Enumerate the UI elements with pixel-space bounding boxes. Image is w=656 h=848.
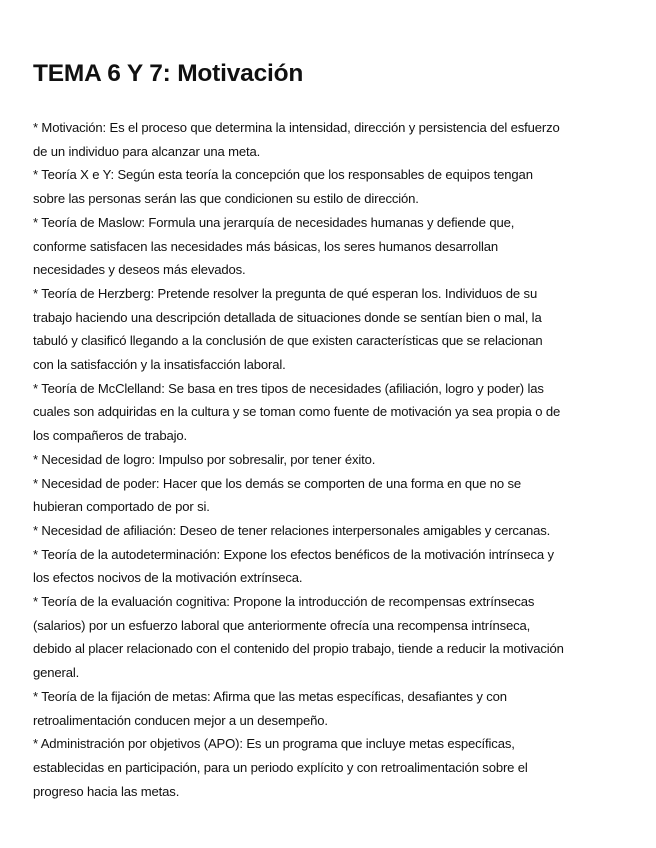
paragraph-line: * Teoría de la evaluación cognitiva: Propone la introducción de recompensas extrínsecas — [33, 594, 535, 610]
paragraph-necesidad-logro — [33, 448, 625, 472]
paragraph-line: * Teoría X e Y: Según esta teoría la concepción que los responsables de equipos tengan — [33, 167, 533, 183]
paragraph-line: (salarios) por un esfuerzo laboral que anteriormente ofrecía una recompensa intrínseca, — [33, 617, 531, 633]
paragraph-line: establecidas en participación, para un periodo explícito y con retroalimentación sobre el — [33, 759, 528, 775]
paragraph-line: conforme satisfacen las necesidades más básicas, los seres humanos desarrollan — [33, 238, 499, 254]
paragraph-necesidad-poder — [33, 472, 625, 519]
paragraph-necesidad-afiliacion — [33, 519, 625, 543]
paragraph-teoria-herzberg — [33, 282, 625, 377]
paragraph-teoria-evaluacion-cognitiva — [33, 590, 625, 685]
paragraph-line: los efectos nocivos de la motivación extrínseca. — [33, 570, 303, 586]
paragraph-line: * Administración por objetivos (APO): Es un programa que incluye metas específicas, — [33, 736, 515, 752]
paragraph-line: * Necesidad de afiliación: Deseo de tener relaciones interpersonales amigables y cercanas. — [33, 522, 551, 538]
paragraph-line: * Teoría de McClelland: Se basa en tres tipos de necesidades (afiliación, logro y poder) las — [33, 380, 544, 396]
paragraph-line: necesidades y deseos más elevados. — [33, 262, 246, 278]
paragraph-teoria-fijacion-metas — [33, 685, 625, 732]
paragraph-teoria-x-y — [33, 163, 625, 210]
paragraph-line: hubieran comportado de por si. — [33, 499, 210, 515]
paragraph-teoria-mcclelland — [33, 377, 625, 448]
paragraph-line: trabajo haciendo una descripción detallada de situaciones donde se sentían bien o mal, la — [33, 309, 542, 325]
paragraph-line: retroalimentación conducen mejor a un desempeño. — [33, 712, 328, 728]
paragraph-line: general. — [33, 665, 80, 681]
paragraph-line: los compañeros de trabajo. — [33, 428, 188, 444]
paragraph-motivacion — [33, 116, 625, 163]
paragraph-teoria-maslow — [33, 211, 625, 282]
paragraph-line: sobre las personas serán las que condicionen su estilo de dirección. — [33, 191, 419, 207]
paragraph-line: progreso hacia las metas. — [33, 783, 180, 799]
paragraph-line: * Teoría de Maslow: Formula una jerarquía de necesidades humanas y defiende que, — [33, 214, 515, 230]
paragraph-line: * Motivación: Es el proceso que determina la intensidad, dirección y persistencia del esfuerzo — [33, 120, 560, 135]
document-body — [33, 116, 625, 803]
paragraph-line: * Teoría de la fijación de metas: Afirma que las metas específicas, desafiantes y con — [33, 688, 507, 704]
paragraph-line: con la satisfacción y la insatisfacción laboral. — [33, 357, 286, 373]
paragraph-line: * Teoría de Herzberg: Pretende resolver la pregunta de qué esperan los. Individuos de su — [33, 285, 538, 301]
page-title: TEMA 6 Y 7: Motivación — [33, 60, 304, 87]
paragraph-line: * Necesidad de logro: Impulso por sobresalir, por tener éxito. — [33, 451, 376, 467]
paragraph-line: debido al placer relacionado con el contenido del propio trabajo, tiende a reducir la motivación — [33, 641, 564, 657]
paragraph-apo — [33, 732, 625, 803]
paragraph-teoria-autodeterminacion — [33, 543, 625, 590]
paragraph-line: tabuló y clasificó llegando a la conclusión de que existen características que se relacionan — [33, 333, 543, 349]
paragraph-line: de un individuo para alcanzar una meta. — [33, 143, 261, 159]
paragraph-line: cuales son adquiridas en la cultura y se toman como fuente de motivación ya sea propia o de — [33, 404, 561, 420]
paragraph-line: * Necesidad de poder: Hacer que los demás se comporten de una forma en que no se — [33, 475, 522, 491]
paragraph-line: * Teoría de la autodeterminación: Expone los efectos benéficos de la motivación intrínseca y — [33, 546, 554, 562]
